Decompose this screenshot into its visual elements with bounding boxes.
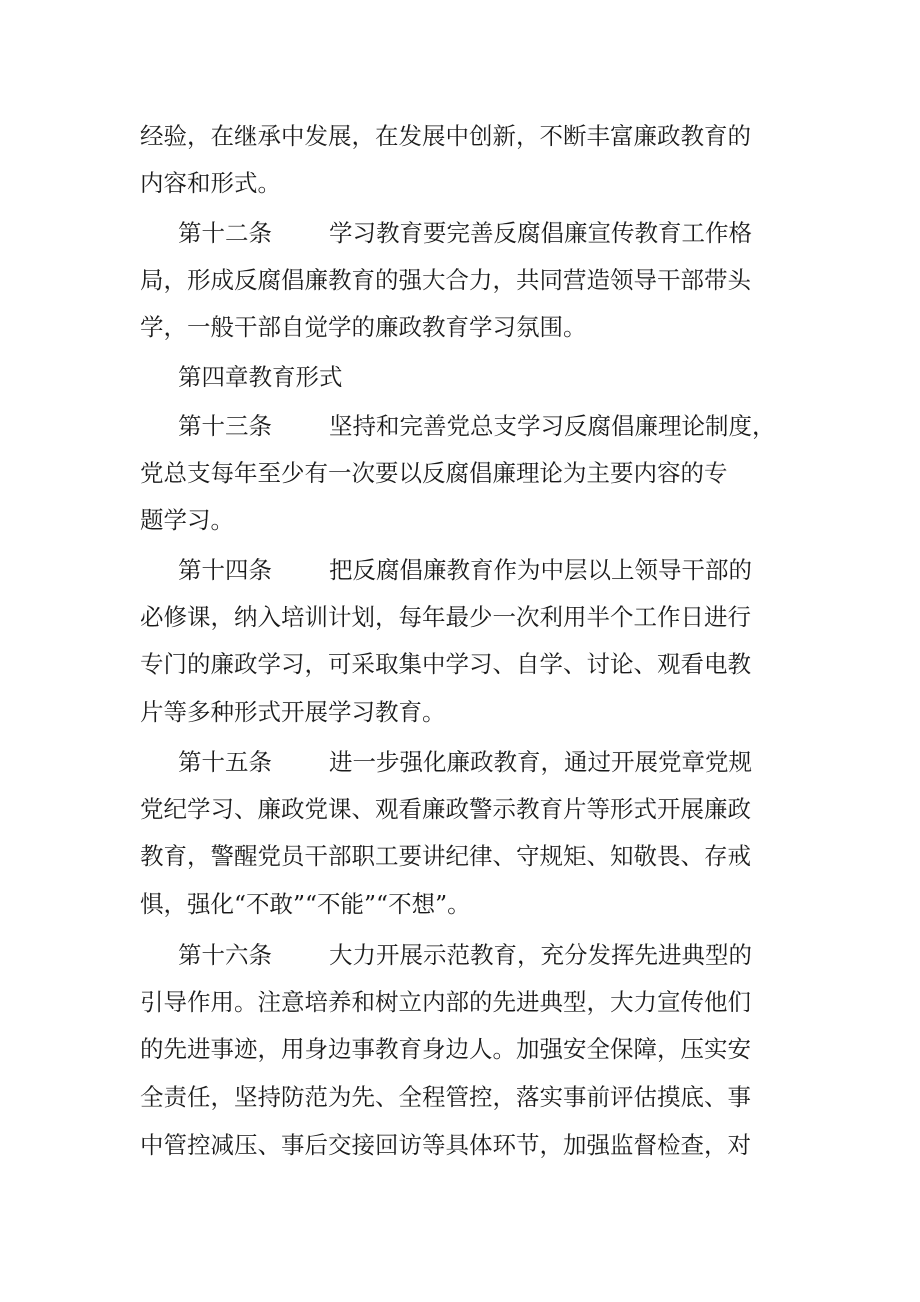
article-12-first-line xyxy=(178,218,752,248)
paragraph-line: 题学习。 xyxy=(140,506,234,534)
paragraph-line: 党总支每年至少有一次要以反腐倡廉理论为主要内容的专 xyxy=(140,459,728,487)
article-14-first-line xyxy=(178,555,752,585)
paragraph-line: 党纪学习、廉政党课、观看廉政警示教育片等形式开展廉政 xyxy=(140,795,751,823)
article-text: 学习教育要完善反腐倡廉宣传教育工作格 xyxy=(329,219,752,247)
paragraph-line: 全责任，坚持防范为先、全程管控，落实事前评估摸底、事 xyxy=(140,1083,751,1111)
article-number: 第十四条 xyxy=(178,556,272,584)
paragraph-line: 引导作用。注意培养和树立内部的先进典型，大力宣传他们 xyxy=(140,988,751,1016)
paragraph-line: 学，一般干部自觉学的廉政教育学习氛围。 xyxy=(140,313,587,341)
paragraph-line: 内容和形式。 xyxy=(140,169,281,197)
chapter-heading: 第四章教育形式 xyxy=(178,363,343,391)
article-number: 第十六条 xyxy=(178,941,272,969)
paragraph-line: 片等多种形式开展学习教育。 xyxy=(140,698,446,726)
article-number: 第十三条 xyxy=(178,412,272,440)
article-15-first-line xyxy=(178,747,752,777)
paragraph-line: 经验，在继承中发展，在发展中创新，不断丰富廉政教育的 xyxy=(140,122,751,150)
paragraph-line: 教育，警醒党员干部职工要讲纪律、守规矩、知敬畏、存戒 xyxy=(140,842,751,870)
article-number: 第十二条 xyxy=(178,219,272,247)
paragraph-line: 惧，强化“不敢”“不能”“不想”。 xyxy=(140,890,471,918)
paragraph-line: 中管控减压、事后交接回访等具体环节，加强监督检查，对 xyxy=(140,1131,751,1159)
paragraph-line: 必修课，纳入培训计划，每年最少一次利用半个工作日进行 xyxy=(140,603,751,631)
article-13-first-line xyxy=(178,411,776,441)
article-text: 进一步强化廉政教育，通过开展党章党规 xyxy=(329,748,752,776)
article-text: 坚持和完善党总支学习反腐倡廉理论制度， xyxy=(329,412,776,440)
article-16-first-line xyxy=(178,940,752,970)
article-number: 第十五条 xyxy=(178,748,272,776)
article-text: 把反腐倡廉教育作为中层以上领导干部的 xyxy=(329,556,752,584)
article-text: 大力开展示范教育，充分发挥先进典型的 xyxy=(329,941,752,969)
paragraph-line: 局，形成反腐倡廉教育的强大合力，共同营造领导干部带头 xyxy=(140,266,751,294)
paragraph-line: 专门的廉政学习，可采取集中学习、自学、讨论、观看电教 xyxy=(140,650,751,678)
paragraph-line: 的先进事迹，用身边事教育身边人。加强安全保障，压实安 xyxy=(140,1035,751,1063)
